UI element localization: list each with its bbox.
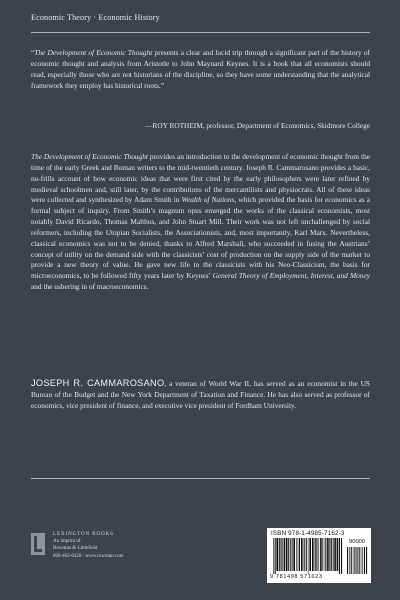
barcode-bar [288, 538, 289, 571]
barcode-bar [315, 538, 316, 571]
publisher-imprint-2: Rowman & Littlefield [53, 546, 98, 552]
barcode-bar [309, 538, 311, 571]
barcode-bar [298, 538, 299, 571]
publisher-block [31, 531, 211, 571]
book-description [31, 152, 370, 293]
description-text-2: , which provided the basis for economics as a formal subject of inquiry. From Smith’s magnum opus emerged the works of the classical economists, most notably David Ricardo, Thomas Malthus, and John Stuart Mill. Their work was not left unchallenged by social reformers, including the Utopian Socialists, the Associationists, and, most importantly, Karl Marx. Nevertheless, classical economics was not to be denied, thanks to Alfred Marshall, who succeeded in fusing the Austrians’ concept of utility on the demand side with the classicists’ cost of production on the supply side of the market to provide a new theory of value. He gave new life to the classicists with his Neo-Classicism, the basis for microeconomics, to be followed fifty years later by Keynes’ [31, 195, 370, 281]
barcode-bar [275, 538, 276, 574]
barcode-bar [341, 538, 342, 574]
barcode-bar [333, 538, 334, 571]
bottom-divider [31, 478, 370, 479]
barcode-addon-bar [361, 547, 362, 574]
description-book-title: The Development of Economic Thought [31, 152, 148, 161]
author-bio-text: , a veteran of World War II, has served as an economist in the US Bureau of the Budget and the New York Department of Taxation and Finance. He has also served as professor of economics, vice president of finance, and executive vice president of Fordham University. [31, 379, 370, 410]
barcode-bar [329, 538, 330, 571]
barcode-addon-bar [347, 547, 348, 574]
barcode-bar [320, 538, 322, 571]
quote-body: presents a clear and lucid trip through a significant part of the history of economic thought and analysis from Aristotle to John Maynard Keynes. It is a book that all economists should read, especially those who are not historians of the discipline, so they have some understanding that the analytical framework they employ has historical roots.” [31, 48, 370, 90]
barcode-bar [339, 538, 340, 574]
barcode-bar [324, 538, 325, 571]
barcode-bar [293, 538, 295, 571]
barcode-bar [316, 538, 317, 571]
barcode-addon-bar [362, 547, 363, 574]
barcode-bar [279, 538, 280, 571]
barcode-bar [292, 538, 293, 571]
description-wealth-of-nations: Wealth of Nations [181, 195, 235, 205]
barcode-addon-bar [353, 547, 354, 574]
barcode-bar [273, 538, 274, 574]
barcode-bar [319, 538, 320, 571]
quote-book-title: The Development of Economic Thought [34, 48, 153, 57]
barcode-bar [312, 538, 314, 571]
barcode-bar [331, 538, 332, 571]
price-code: 90000 [349, 539, 366, 545]
barcode-digits: 9 781498 571623 [270, 574, 323, 580]
publisher-imprint-1: An imprint of [53, 539, 81, 545]
author-bio [31, 378, 370, 412]
endorsement-attribution: —ROY ROTHEIM, professor, Department of Economics, Skidmore College [145, 121, 370, 130]
barcode-bar [284, 538, 286, 571]
isbn-barcode [267, 528, 371, 583]
barcode-bar [286, 538, 288, 571]
description-text-3: and the ushering in of macroeconomics. [31, 282, 149, 292]
barcode-addon-bar [364, 547, 365, 574]
barcode-addon-bar [359, 547, 360, 574]
description-text-1: provides an introduction to the development of economic thought from the time of the early Greek and Roman writers to the mid-twentieth century. Joseph R. Cammarosano provides a basic, no-frills account of how economic ideas that were first cited by the early philosophers were later refined by medieval schoolmen and, still later, by the contributions of the mercantilists and physiocrats. All of these ideas were collected and synthesized by Adam Smith in [31, 152, 371, 205]
top-divider [31, 32, 370, 33]
barcode-addon-bar [349, 547, 350, 574]
publisher-contact: 800-462-6420 · www.rowman.com [53, 553, 124, 559]
barcode-bar [325, 538, 326, 571]
barcode-bar [322, 538, 323, 571]
barcode-addon-bar [357, 547, 358, 574]
barcode-bar [290, 538, 291, 571]
barcode-bar [334, 538, 336, 571]
barcode-bar [299, 538, 300, 571]
publisher-name: LEXINGTON BOOKS [53, 531, 114, 537]
barcode-bar [308, 538, 309, 574]
description-general-theory: General Theory of Employment, Interest, and Money [212, 271, 371, 281]
author-name: JOSEPH R. CAMMAROSANO [31, 378, 165, 388]
barcode-bar [281, 538, 282, 571]
endorsement-quote [31, 48, 370, 92]
barcode-bar [327, 538, 329, 571]
barcode-bar [306, 538, 307, 571]
barcode-addon-bar [354, 547, 355, 574]
barcode-bar [296, 538, 297, 571]
barcode-bar [337, 538, 339, 571]
barcode-addon-bar [366, 547, 367, 574]
barcode-addon-bar [351, 547, 352, 574]
barcode-bar [301, 538, 303, 571]
barcode-bar [304, 538, 305, 571]
barcode-bar [282, 538, 283, 571]
subject-category: Economic Theory · Economic History [31, 13, 160, 22]
lexington-logo-icon [31, 533, 45, 555]
barcode-bar [276, 538, 278, 571]
quote-open: “ [31, 48, 35, 57]
publisher-text [53, 531, 124, 560]
isbn-label: ISBN 978-1-4985-7162-3 [271, 530, 345, 537]
